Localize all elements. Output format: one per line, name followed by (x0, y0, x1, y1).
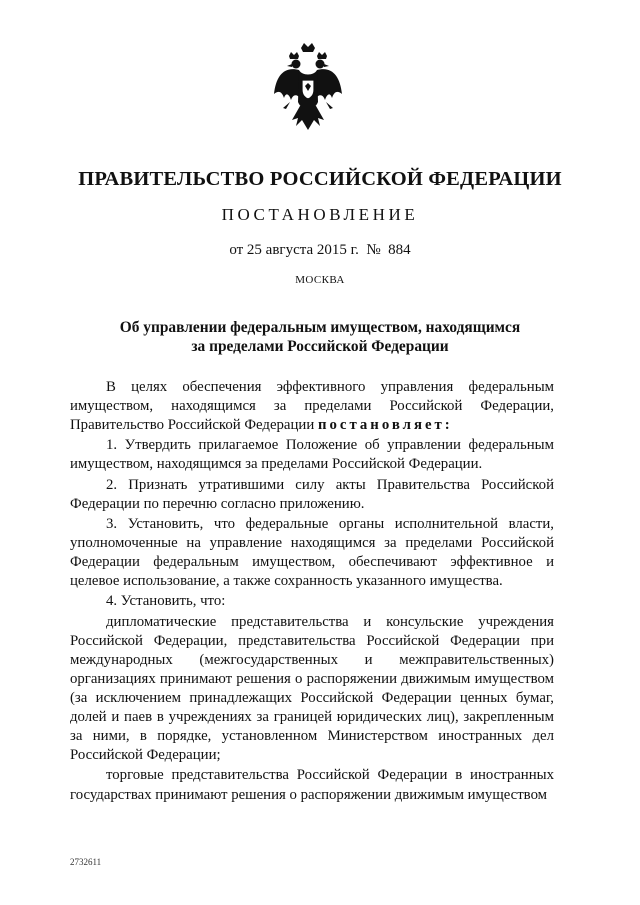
decree-date-number: от 25 августа 2015 г. № 884 (229, 242, 411, 258)
paragraph-item-2: 2. Признать утратившими силу акты Правительства Российской Федерации по перечню согласно приложению. (70, 476, 554, 512)
paragraph-item-3: 3. Установить, что федеральные органы исполнительной власти, уполномоченные на управление находящимся за пределами Российской Федерации федеральным имуществом, обеспечивают эффективное и целевое использование, а также сохранность указанного имущества. (70, 515, 554, 590)
decree-city: МОСКВА (295, 274, 345, 286)
document-title (0, 318, 640, 356)
coat-of-arms-icon (272, 42, 344, 140)
paragraph-preamble (70, 378, 554, 435)
document-type: ПОСТАНОВЛЕНИЕ (221, 205, 419, 224)
paragraph-diplomatic: дипломатические представительства и консульские учреждения Российской Федерации, представительства Российской Федерации при международных (межгосударственных и межправительственных) организациях принимают решения о распоряжении движимым имуществом (за исключением принадлежащих Российской Федерации ценных бумаг, долей и паев в учреждениях за границей юридических лиц), закрепленным за ними, в порядке, установленном Министерством иностранных дел Российской Федерации; (70, 613, 554, 764)
paragraph-item-1: 1. Утвердить прилагаемое Положение об управлении федеральным имуществом, находящимся за пределами Российской Федерации. (70, 437, 554, 473)
government-name: ПРАВИТЕЛЬСТВО РОССИЙСКОЙ ФЕДЕРАЦИИ (78, 168, 562, 190)
resolves-keyword: постановляет: (317, 417, 453, 434)
document-title-line-1: Об управлении федеральным имуществом, находящимся (119, 319, 521, 336)
paragraph-trade: торговые представительства Российской Федерации в иностранных государствах принимают решения о распоряжении движимым имуществом (70, 767, 554, 803)
document-id: 2732611 (70, 857, 102, 867)
document-body (70, 378, 554, 806)
paragraph-item-4: 4. Установить, что: (106, 593, 226, 610)
preamble-text: В целях обеспечения эффективного управления федеральным имуществом, находящимся за пределами Российской Федерации, Правительство Российской Федерации (70, 379, 554, 434)
document-title-line-2: за пределами Российской Федерации (191, 338, 449, 355)
